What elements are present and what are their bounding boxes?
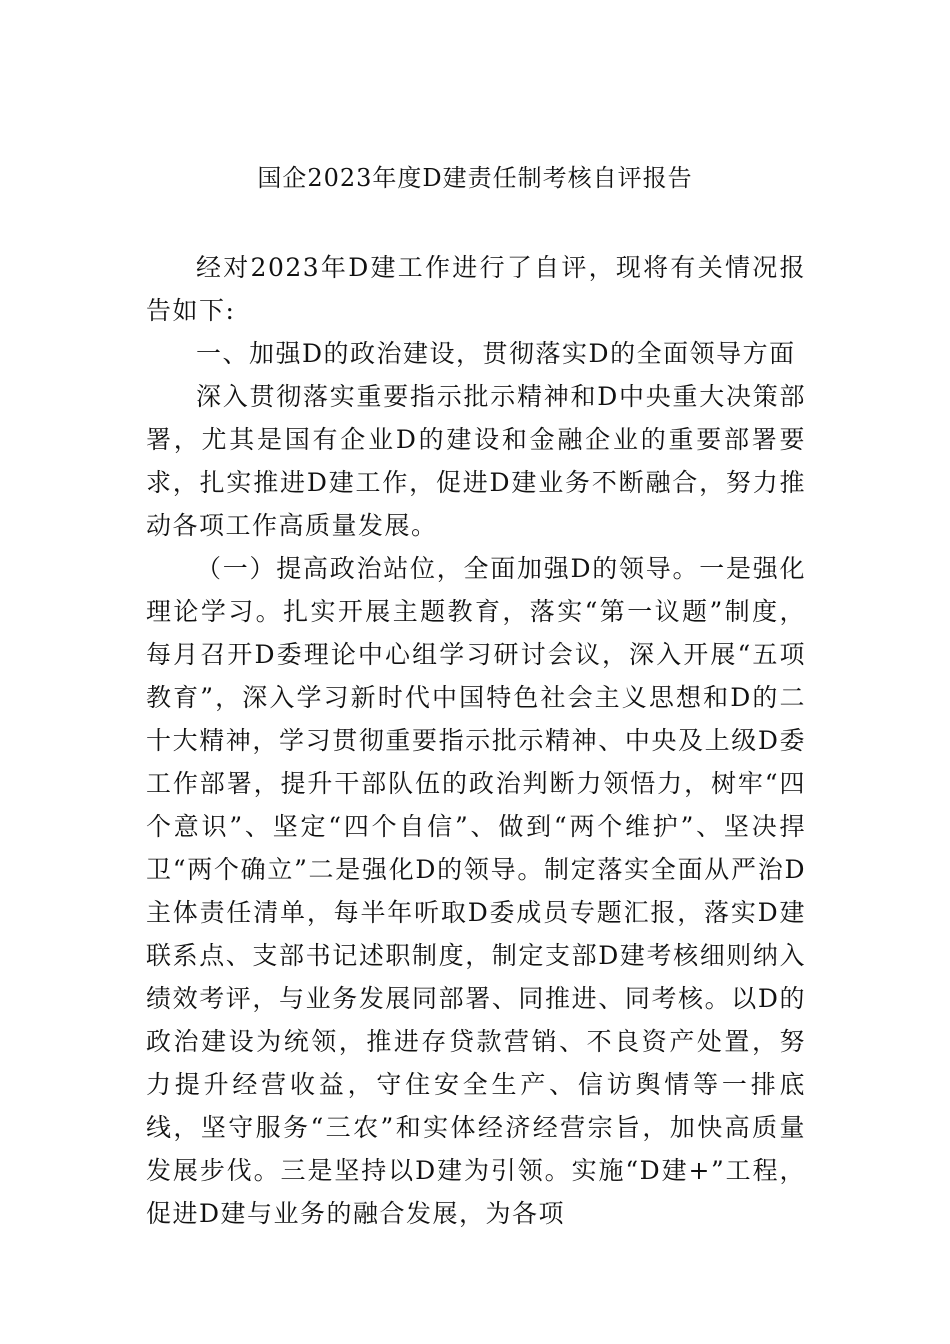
- document-body: [146, 246, 806, 1235]
- intro-paragraph: 经对2023年D建工作进行了自评，现将有关情况报告如下:: [146, 253, 806, 325]
- body-paragraph: 深入贯彻落实重要指示批示精神和D中央重大决策部署，尤其是国有企业D的建设和金融企业的重要部署要求，扎实推进D建工作，促进D建业务不断融合，努力推动各项工作高质量发展。: [146, 382, 806, 540]
- body-paragraph: （一）提高政治站位，全面加强D的领导。一是强化理论学习。扎实开展主题教育，落实“第一议题”制度，每月召开D委理论中心组学习研讨会议，深入开展“五项教育”，深入学习新时代中国特色社会主义思想和D的二十大精神，学习贯彻重要指示批示精神、中央及上级D委工作部署，提升干部队伍的政治判断力领悟力，树牢“四个意识”、坚定“四个自信”、做到“两个维护”、坚决捍卫“两个确立”二是强化D的领导。制定落实全面从严治D主体责任清单，每半年听取D委成员专题汇报，落实D建联系点、支部书记述职制度，制定支部D建考核细则纳入绩效考评，与业务发展同部署、同推进、同考核。以D的政治建设为统领，推进存贷款营销、不良资产处置，努力提升经营收益，守住安全生产、信访舆情等一排底线，坚守服务“三农”和实体经济经营宗旨，加快高质量发展步伐。三是坚持以D建为引领。实施“D建+”工程，促进D建与业务的融合发展，为各项: [146, 554, 806, 1228]
- section-heading: 一、加强D的政治建设，贯彻落实D的全面领导方面: [196, 339, 796, 368]
- document-title: 国企2023年度D建责任制考核自评报告: [257, 164, 693, 192]
